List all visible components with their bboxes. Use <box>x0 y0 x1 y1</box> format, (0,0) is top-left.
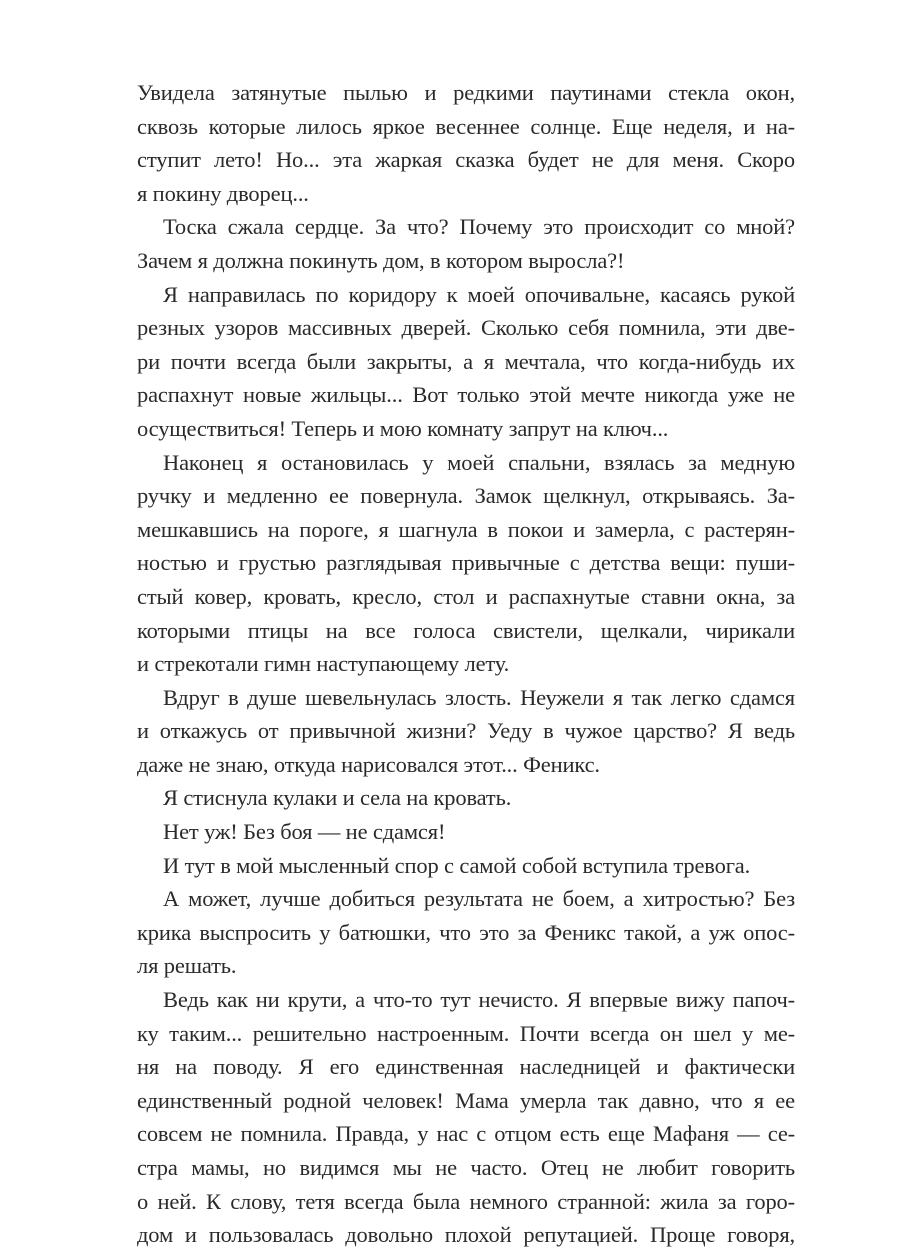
text-line: Вдруг в душе шевельнулась злость. Неужели я так легко сдамся <box>163 684 795 710</box>
text-line: которыми птицы на все голоса свистели, щелкали, чирикали <box>137 617 795 643</box>
text-line: Тоска сжала сердце. За что? Почему это происходит со мной? <box>163 214 795 240</box>
text-line: стра мамы, но видимся мы не часто. Отец не любит говорить <box>137 1155 795 1180</box>
text-line: даже не знаю, откуда нарисовался этот... Феникс. <box>137 751 600 777</box>
text-line: сквозь которые лилось яркое весеннее солнце. Еще неделя, и на- <box>137 113 795 139</box>
text-line: Увидела затянутые пылью и редкими паутинами стекла окон, <box>137 80 795 105</box>
text-line: Ведь как ни крути, а что-то тут нечисто. Я впервые вижу папоч- <box>163 987 795 1013</box>
text-line: крика выспросить у батюшки, что это за Феникс такой, а уж опос- <box>137 919 795 945</box>
text-line: Я стиснула кулаки и села на кровать. <box>163 785 512 811</box>
text-line: ностью и грустью разглядывая привычные с детства вещи: пуши- <box>137 550 795 576</box>
text-line: дом и пользовалась довольно плохой репутацией. Проще говоря, <box>137 1222 795 1248</box>
text-line: ручку и медленно ее повернула. Замок щелкнул, открываясь. За- <box>137 483 795 509</box>
text-line: стый ковер, кровать, кресло, стол и распахнутые ставни окна, за <box>137 583 795 609</box>
book-page-body <box>137 76 795 1252</box>
text-line: резных узоров массивных дверей. Сколько себя помнила, эти две- <box>137 315 795 341</box>
text-line: Наконец я остановилась у моей спальни, взялась за медную <box>163 449 795 475</box>
text-line: ня на поводу. Я его единственная наследницей и фактически <box>137 1054 795 1080</box>
text-line: единственный родной человек! Мама умерла так давно, что я ее <box>137 1087 795 1113</box>
text-line: о ней. К слову, тетя всегда была немного странной: жила за горо- <box>137 1188 795 1214</box>
text-line: осуществиться! Теперь и мою комнату запрут на ключ... <box>137 415 669 441</box>
text-line: мешкавшись на пороге, я шагнула в покои и замерла, с растерян- <box>137 516 795 542</box>
text-line: и стрекотали гимн наступающему лету. <box>137 651 510 677</box>
text-line: Нет уж! Без боя — не сдамся! <box>163 819 446 845</box>
text-line: И тут в мой мысленный спор с самой собой вступила тревога. <box>163 852 751 878</box>
text-line: ступит лето! Но... эта жаркая сказка будет не для меня. Скоро <box>137 147 795 173</box>
text-line: я покину дворец... <box>137 180 309 206</box>
text-line: и откажусь от привычной жизни? Уеду в чужое царство? Я ведь <box>137 718 795 744</box>
text-line: Зачем я должна покинуть дом, в котором выросла?! <box>137 247 625 273</box>
text-line: распахнут новые жильцы... Вот только этой мечте никогда уже не <box>137 382 795 408</box>
text-line: ри почти всегда были закрыты, а я мечтала, что когда-нибудь их <box>137 348 795 374</box>
text-line: ля решать. <box>137 953 237 979</box>
text-line: Я направилась по коридору к моей опочивальне, касаясь рукой <box>163 281 795 307</box>
text-line: ку таким... решительно настроенным. Почти всегда он шел у ме- <box>137 1020 795 1046</box>
text-line: совсем не помнила. Правда, у нас с отцом есть еще Мафаня — се- <box>137 1121 795 1147</box>
text-line: А может, лучше добиться результата не боем, а хитростью? Без <box>163 886 795 912</box>
